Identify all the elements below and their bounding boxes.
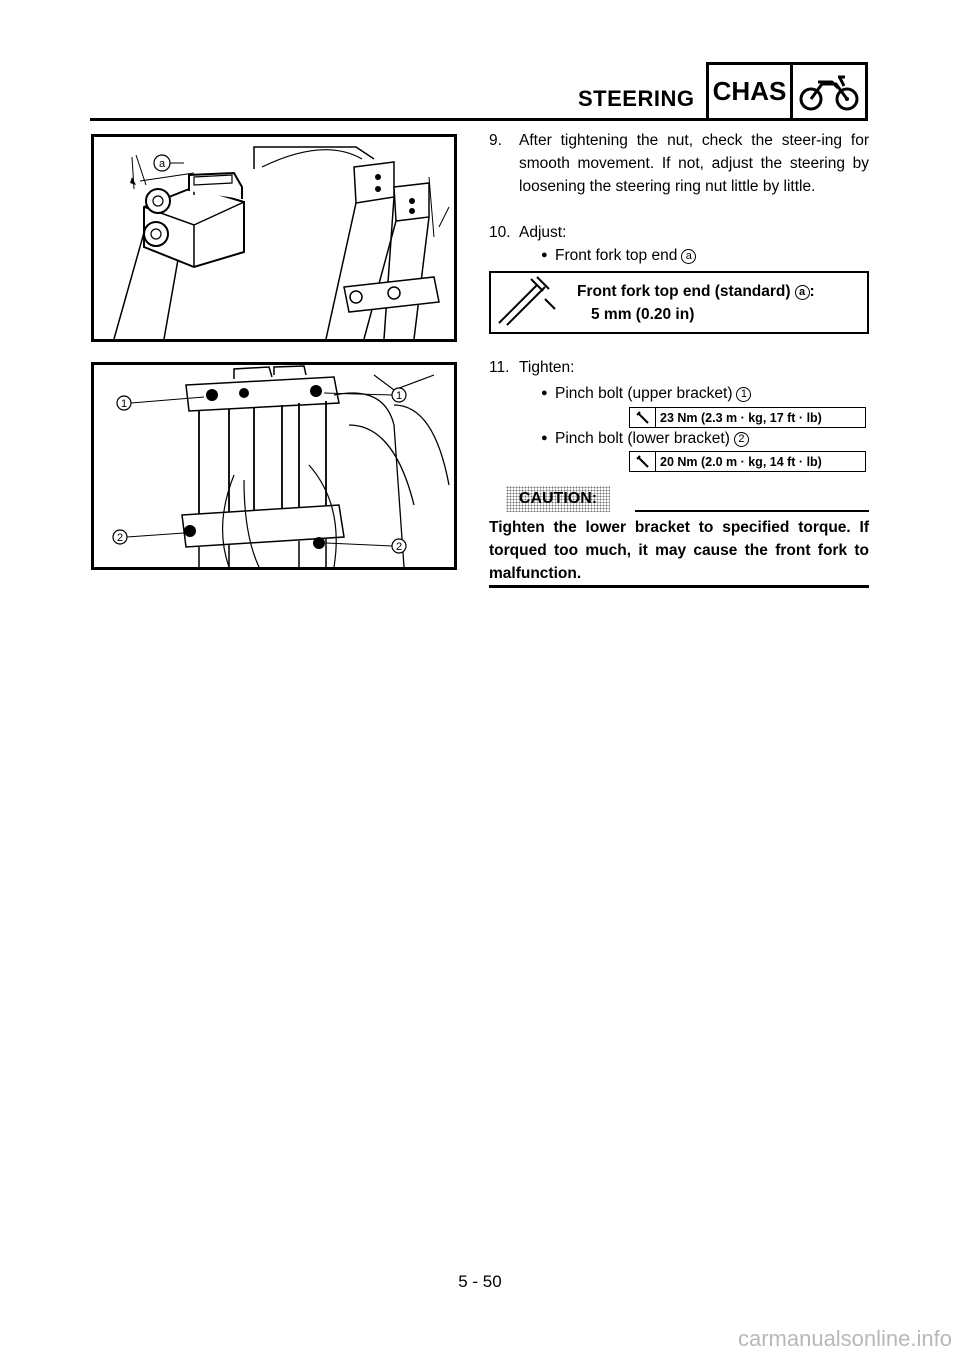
bullet-dot: ● <box>541 432 548 444</box>
ref-1: 1 <box>736 387 751 402</box>
step-number: 10. <box>489 224 511 241</box>
callout-a: a <box>158 158 166 170</box>
step-10 <box>489 221 869 267</box>
step-9 <box>489 129 869 198</box>
step-number: 11. <box>489 359 510 376</box>
spec-box <box>489 271 869 334</box>
spec-text: Front fork top end (standard) a : 5 mm (0.20 in) <box>577 280 815 326</box>
torque-value: 20 Nm (2.0 m · kg, 14 ft · lb) <box>660 454 822 469</box>
figure-pinch-bolts <box>91 362 457 570</box>
chapter-code: CHAS <box>709 65 793 118</box>
callout-1-left: 1 <box>120 398 128 410</box>
bullet-dot: ● <box>541 249 548 261</box>
chapter-tab <box>706 62 868 121</box>
bullet-text: Pinch bolt (upper bracket) 1 <box>555 382 751 405</box>
watermark: carmanualsonline.info <box>737 1326 952 1351</box>
torque-lower <box>629 451 866 472</box>
caution-bottom-rule <box>489 585 869 588</box>
spec-value: 5 mm (0.20 in) <box>591 306 695 323</box>
bullet-text: Pinch bolt (lower bracket) 2 <box>555 427 749 450</box>
step-number: 9. <box>489 132 502 149</box>
torque-wrench-icon <box>630 408 656 427</box>
caution-header <box>489 486 869 512</box>
step-11 <box>489 356 869 405</box>
step-11-bullet-2 <box>489 427 869 450</box>
motorcycle-icon <box>793 65 865 118</box>
spec-label: Front fork top end (standard) <box>577 283 791 300</box>
figure-fork-top-end <box>91 134 457 342</box>
caution-rule <box>635 510 869 512</box>
callout-2-left: 2 <box>116 532 124 544</box>
step-text: Adjust: <box>519 224 567 241</box>
step-text: After tightening the nut, check the steer-ing for smooth movement. If not, adjust the steering by loosening the steering ring nut little by little. <box>519 132 869 195</box>
caution-text: Tighten the lower bracket to specified torque. If torqued too much, it may cause the front fork to malfunction. <box>489 519 869 582</box>
bullet-dot: ● <box>541 387 548 399</box>
step-text: Tighten: <box>519 359 575 376</box>
callout-1-right: 1 <box>395 390 403 402</box>
caution-label: CAUTION: <box>506 486 610 512</box>
torque-value: 23 Nm (2.3 m · kg, 17 ft · lb) <box>660 410 822 425</box>
bullet-text: Front fork top end a <box>555 244 696 267</box>
caliper-icon <box>491 273 559 332</box>
ref-2: 2 <box>734 432 749 447</box>
ref-a: a <box>795 285 810 300</box>
callout-2-right: 2 <box>395 541 403 553</box>
torque-upper <box>629 407 866 428</box>
section-title: STEERING <box>578 86 695 111</box>
page-number: 5 - 50 <box>458 1272 502 1291</box>
torque-wrench-icon <box>630 452 656 471</box>
ref-a: a <box>681 249 696 264</box>
